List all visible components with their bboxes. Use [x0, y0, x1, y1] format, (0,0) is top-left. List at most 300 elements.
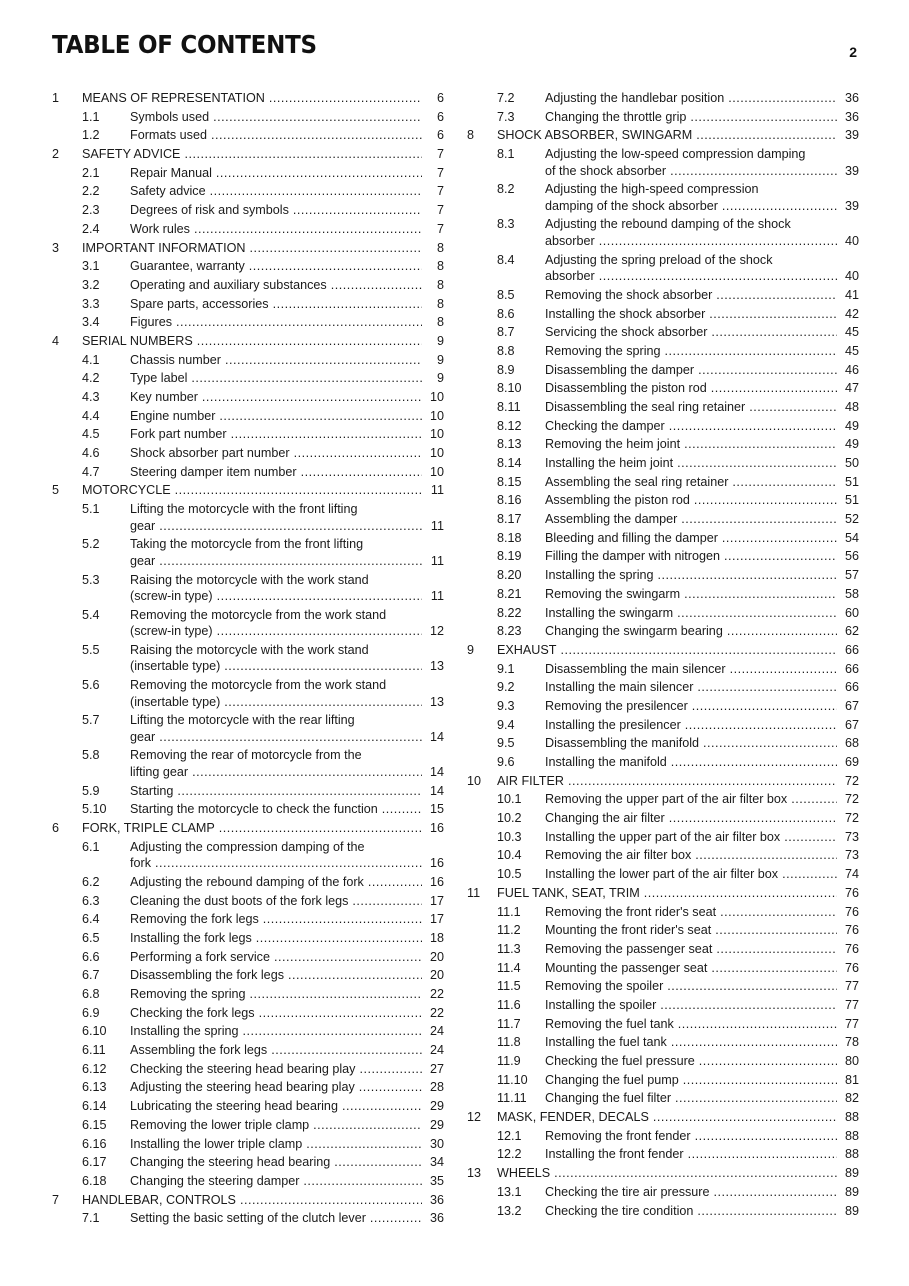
toc-entry-title: IMPORTANT INFORMATION .....	[82, 241, 422, 255]
toc-entry-number: 8.17	[497, 512, 522, 527]
toc-entry-number: 8.3	[497, 217, 515, 232]
toc-right-column	[467, 89, 859, 1220]
toc-entry-page: 89	[844, 1166, 859, 1181]
toc-entry-title-line: Removing the motorcycle from the work stand	[130, 678, 387, 693]
toc-chapter-entry[interactable]	[52, 145, 444, 164]
toc-section-entry[interactable]	[52, 1209, 444, 1228]
toc-entry-number: 11.7	[497, 1016, 521, 1031]
toc-entry-page: 13	[429, 659, 444, 674]
toc-entry-title: Installing the spoiler .....	[545, 998, 837, 1012]
toc-entry-title: Removing the upper part of the air filter box .....	[545, 792, 837, 806]
toc-entry-title: Starting .....	[130, 784, 422, 798]
toc-entry-title: Installing the lower triple clamp .....	[130, 1137, 422, 1151]
toc-entry-title: Disassembling the main silencer .....	[545, 662, 837, 676]
toc-entry-page: 10	[429, 408, 444, 423]
toc-section-entry[interactable]	[467, 361, 859, 380]
toc-entry-number: 8.9	[497, 362, 515, 377]
toc-section-entry[interactable]	[467, 604, 859, 623]
toc-section-entry[interactable]	[467, 1183, 859, 1202]
toc-section-entry[interactable]	[52, 1022, 444, 1041]
toc-section-entry[interactable]	[52, 463, 444, 482]
toc-entry-page: 39	[844, 163, 859, 178]
toc-chapter-entry[interactable]	[52, 89, 444, 108]
toc-section-entry[interactable]	[467, 940, 859, 959]
toc-section-entry[interactable]	[467, 1089, 859, 1108]
toc-chapter-entry[interactable]	[467, 641, 859, 660]
toc-entry-number: 8.2	[497, 182, 515, 197]
toc-section-entry[interactable]	[52, 1116, 444, 1135]
toc-section-entry[interactable]	[52, 425, 444, 444]
toc-section-entry[interactable]	[467, 903, 859, 922]
toc-section-entry[interactable]	[467, 753, 859, 772]
toc-entry-page: 77	[844, 1016, 859, 1031]
toc-entry-number: 13.2	[497, 1203, 522, 1218]
toc-chapter-entry[interactable]	[467, 126, 859, 145]
toc-section-entry[interactable]	[52, 892, 444, 911]
toc-entry-title: Filling the damper with nitrogen .....	[545, 549, 837, 563]
toc-entry-number: 5.5	[82, 642, 100, 657]
toc-entry-page: 13	[429, 694, 444, 709]
toc-entry-title: Checking the fork legs .....	[130, 1006, 422, 1020]
toc-entry-title: Assembling the seal ring retainer .....	[545, 475, 837, 489]
toc-entry-number: 9.3	[497, 698, 515, 713]
toc-entry-title: (screw-in type) .....	[130, 624, 422, 638]
toc-entry-page: 9	[436, 333, 444, 348]
toc-chapter-entry[interactable]	[467, 1108, 859, 1127]
toc-section-entry[interactable]	[52, 500, 444, 535]
toc-entry-page: 28	[429, 1080, 444, 1095]
toc-entry-page: 7	[436, 221, 444, 236]
toc-entry-page: 8	[436, 240, 444, 255]
toc-section-entry[interactable]	[467, 89, 859, 108]
toc-section-entry[interactable]	[52, 929, 444, 948]
toc-entry-page: 88	[844, 1128, 859, 1143]
toc-section-entry[interactable]	[467, 454, 859, 473]
toc-section-entry[interactable]	[52, 369, 444, 388]
toc-section-entry[interactable]	[467, 251, 859, 286]
toc-entry-page: 76	[844, 904, 859, 919]
toc-entry-page: 20	[429, 968, 444, 983]
toc-chapter-entry[interactable]	[52, 332, 444, 351]
toc-entry-page: 66	[844, 661, 859, 676]
toc-section-entry[interactable]	[467, 828, 859, 847]
toc-entry-title: Key number .....	[130, 390, 422, 404]
toc-chapter-entry[interactable]	[467, 884, 859, 903]
toc-entry-page: 60	[844, 605, 859, 620]
toc-entry-number: 7.1	[82, 1211, 100, 1226]
toc-entry-page: 22	[429, 1005, 444, 1020]
toc-entry-title: Performing a fork service .....	[130, 950, 422, 964]
toc-entry-number: 8.15	[497, 474, 522, 489]
toc-section-entry[interactable]	[467, 716, 859, 735]
toc-entry-number: 5.9	[82, 783, 100, 798]
toc-section-entry[interactable]	[52, 182, 444, 201]
toc-entry-page: 49	[844, 437, 859, 452]
toc-entry-number: 7	[52, 1192, 60, 1207]
toc-section-entry[interactable]	[467, 1033, 859, 1052]
toc-entry-number: 12.2	[497, 1147, 522, 1162]
toc-section-entry[interactable]	[52, 1041, 444, 1060]
toc-section-entry[interactable]	[467, 996, 859, 1015]
toc-section-entry[interactable]	[52, 1135, 444, 1154]
toc-entry-title: Disassembling the seal ring retainer .....	[545, 400, 837, 414]
toc-section-entry[interactable]	[467, 1052, 859, 1071]
toc-entry-number: 6.7	[82, 968, 100, 983]
toc-entry-number: 6.6	[82, 949, 100, 964]
toc-entry-number: 9.6	[497, 755, 515, 769]
toc-entry-page: 69	[844, 755, 859, 769]
page-number: 2	[849, 44, 857, 60]
toc-section-entry[interactable]	[467, 660, 859, 679]
toc-entry-title: Repair Manual .....	[130, 166, 422, 180]
toc-section-entry[interactable]	[52, 108, 444, 127]
toc-section-entry[interactable]	[52, 444, 444, 463]
toc-entry-page: 73	[844, 829, 859, 844]
toc-section-entry[interactable]	[467, 491, 859, 510]
toc-entry-number: 11.8	[497, 1035, 521, 1050]
toc-section-entry[interactable]	[52, 535, 444, 570]
toc-entry-title: SHOCK ABSORBER, SWINGARM .....	[497, 128, 837, 142]
toc-section-entry[interactable]	[467, 417, 859, 436]
toc-entry-number: 8.6	[497, 306, 515, 321]
toc-section-entry[interactable]	[52, 1060, 444, 1079]
toc-entry-number: 6.16	[82, 1136, 107, 1151]
toc-entry-title: Steering damper item number .....	[130, 465, 422, 479]
toc-section-entry[interactable]	[52, 676, 444, 711]
toc-entry-page: 50	[844, 456, 859, 470]
toc-entry-title-line: Adjusting the high-speed compression	[545, 182, 759, 197]
toc-section-entry[interactable]	[467, 108, 859, 127]
toc-entry-title: SERIAL NUMBERS .....	[82, 334, 422, 348]
toc-section-entry[interactable]	[467, 1071, 859, 1090]
toc-entry-page: 18	[429, 930, 444, 945]
toc-entry-title: Installing the lower part of the air filter box .....	[545, 867, 837, 881]
toc-entry-title: MASK, FENDER, DECALS .....	[497, 1110, 837, 1124]
toc-section-entry[interactable]	[52, 948, 444, 967]
toc-entry-title: Removing the swingarm .....	[545, 587, 837, 601]
toc-entry-number: 4.1	[82, 352, 100, 367]
toc-entry-number: 10.2	[497, 811, 522, 826]
toc-entry-page: 14	[429, 783, 444, 798]
toc-entry-number: 2	[52, 147, 60, 162]
toc-section-entry[interactable]	[467, 398, 859, 417]
toc-section-entry[interactable]	[52, 276, 444, 295]
toc-entry-page: 77	[844, 997, 859, 1012]
toc-entry-number: 5.8	[82, 748, 100, 763]
toc-entry-page: 77	[844, 979, 859, 994]
toc-entry-page: 11	[430, 589, 444, 603]
toc-entry-number: 2.2	[82, 184, 100, 199]
toc-section-entry[interactable]	[467, 1015, 859, 1034]
toc-entry-title: Checking the fuel pressure .....	[545, 1054, 837, 1068]
toc-entry-number: 8.5	[497, 287, 515, 302]
toc-section-entry[interactable]	[467, 473, 859, 492]
toc-section-entry[interactable]	[52, 782, 444, 801]
toc-entry-number: 4.5	[82, 427, 100, 442]
toc-section-entry[interactable]	[467, 734, 859, 753]
toc-entry-title: Removing the fork legs .....	[130, 912, 422, 926]
toc-entry-title-line: Lifting the motorcycle with the rear lifting	[130, 713, 355, 728]
toc-section-entry[interactable]	[52, 164, 444, 183]
toc-section-entry[interactable]	[467, 697, 859, 716]
toc-entry-title: Starting the motorcycle to check the function .....	[130, 802, 422, 816]
toc-entry-title: fork .....	[130, 856, 422, 870]
toc-entry-page: 76	[844, 941, 859, 956]
toc-entry-title: Changing the steering damper .....	[130, 1174, 422, 1188]
toc-section-entry[interactable]	[52, 220, 444, 239]
toc-entry-page: 48	[844, 399, 859, 414]
toc-entry-title: Installing the main silencer .....	[545, 680, 837, 694]
toc-entry-number: 11.10	[497, 1072, 528, 1087]
toc-entry-number: 3.4	[82, 315, 100, 330]
toc-entry-title: MEANS OF REPRESENTATION .....	[82, 91, 422, 105]
toc-entry-title: Installing the manifold .....	[545, 755, 837, 769]
toc-entry-number: 12.1	[497, 1128, 522, 1143]
toc-section-entry[interactable]	[52, 641, 444, 676]
toc-section-entry[interactable]	[467, 342, 859, 361]
toc-section-entry[interactable]	[467, 529, 859, 548]
toc-entry-page: 67	[844, 717, 859, 732]
toc-section-entry[interactable]	[52, 910, 444, 929]
toc-entry-title: Lubricating the steering head bearing .....	[130, 1099, 422, 1113]
toc-section-entry[interactable]	[467, 305, 859, 324]
toc-entry-page: 8	[436, 296, 444, 311]
toc-entry-title: Formats used .....	[130, 128, 422, 142]
toc-entry-page: 24	[429, 1024, 444, 1039]
toc-section-entry[interactable]	[52, 746, 444, 781]
toc-entry-title: Guarantee, warranty .....	[130, 259, 422, 273]
toc-entry-title: Assembling the damper .....	[545, 512, 837, 526]
toc-section-entry[interactable]	[467, 959, 859, 978]
toc-entry-page: 42	[844, 306, 859, 321]
toc-entry-title: Installing the shock absorber .....	[545, 307, 837, 321]
toc-section-entry[interactable]	[52, 1153, 444, 1172]
toc-entry-page: 10	[429, 427, 444, 442]
toc-section-entry[interactable]	[52, 388, 444, 407]
toc-chapter-entry[interactable]	[52, 239, 444, 258]
toc-section-entry[interactable]	[467, 286, 859, 305]
toc-section-entry[interactable]	[467, 678, 859, 697]
toc-entry-number: 10	[467, 773, 482, 788]
toc-entry-title: Figures .....	[130, 315, 422, 329]
toc-entry-page: 52	[844, 512, 859, 527]
toc-entry-title: Installing the fork legs .....	[130, 931, 422, 945]
toc-entry-title: Mounting the front rider's seat .....	[545, 923, 837, 937]
toc-entry-title: of the shock absorber .....	[545, 164, 837, 178]
toc-section-entry[interactable]	[52, 873, 444, 892]
toc-entry-number: 8.19	[497, 549, 522, 564]
toc-entry-number: 8.1	[497, 147, 515, 162]
toc-entry-number: 8.12	[497, 418, 522, 433]
toc-entry-page: 88	[844, 1147, 859, 1162]
toc-entry-number: 6.18	[82, 1173, 107, 1188]
toc-entry-title: Operating and auxiliary substances .....	[130, 278, 422, 292]
toc-section-entry[interactable]	[467, 865, 859, 884]
toc-entry-page: 57	[844, 568, 859, 583]
toc-entry-title: Removing the spoiler .....	[545, 979, 837, 993]
toc-section-entry[interactable]	[467, 323, 859, 342]
toc-section-entry[interactable]	[467, 547, 859, 566]
toc-entry-title: Assembling the piston rod .....	[545, 493, 837, 507]
toc-entry-page: 15	[429, 802, 444, 817]
toc-section-entry[interactable]	[52, 257, 444, 276]
toc-entry-number: 4.6	[82, 446, 100, 461]
toc-entry-title-line: Adjusting the spring preload of the shock	[545, 252, 773, 267]
toc-chapter-entry[interactable]	[52, 819, 444, 838]
toc-entry-number: 11.6	[497, 997, 521, 1012]
toc-entry-page: 20	[429, 949, 444, 964]
toc-entry-title: Installing the presilencer .....	[545, 718, 837, 732]
toc-entry-title: Installing the upper part of the air filter box .....	[545, 830, 837, 844]
toc-section-entry[interactable]	[52, 711, 444, 746]
toc-entry-number: 4.7	[82, 464, 100, 479]
toc-section-entry[interactable]	[467, 921, 859, 940]
toc-entry-page: 39	[844, 198, 859, 213]
toc-entry-title: HANDLEBAR, CONTROLS .....	[82, 1193, 422, 1207]
toc-entry-number: 8.10	[497, 381, 522, 396]
toc-section-entry[interactable]	[52, 1004, 444, 1023]
toc-entry-title: Cleaning the dust boots of the fork legs .....	[130, 894, 422, 908]
toc-entry-number: 11.1	[497, 904, 521, 919]
toc-entry-number: 9.1	[497, 661, 515, 676]
toc-section-entry[interactable]	[467, 809, 859, 828]
toc-entry-title: Degrees of risk and symbols .....	[130, 203, 422, 217]
toc-entry-title: Removing the passenger seat .....	[545, 942, 837, 956]
toc-entry-number: 13	[467, 1166, 482, 1181]
toc-entry-page: 7	[436, 184, 444, 199]
toc-entry-page: 45	[844, 325, 859, 340]
toc-entry-title: absorber .....	[545, 269, 837, 283]
toc-chapter-entry[interactable]	[467, 1164, 859, 1183]
toc-entry-number: 11	[467, 885, 481, 900]
toc-entry-title-line: Adjusting the compression damping of the	[130, 839, 365, 854]
toc-entry-number: 8.20	[497, 568, 522, 583]
toc-entry-number: 11.9	[497, 1054, 521, 1068]
toc-section-entry[interactable]	[467, 379, 859, 398]
toc-section-entry[interactable]	[52, 407, 444, 426]
toc-entry-title: Fork part number .....	[130, 427, 422, 441]
toc-chapter-entry[interactable]	[467, 772, 859, 791]
toc-section-entry[interactable]	[467, 510, 859, 529]
toc-section-entry[interactable]	[52, 1172, 444, 1191]
toc-entry-title: Safety advice .....	[130, 184, 422, 198]
toc-entry-number: 9.4	[497, 717, 515, 732]
toc-entry-page: 7	[436, 203, 444, 218]
toc-section-entry[interactable]	[52, 201, 444, 220]
toc-entry-page: 16	[429, 874, 444, 889]
toc-section-entry[interactable]	[467, 790, 859, 809]
toc-entry-page: 56	[844, 549, 859, 564]
toc-entry-title: Removing the spring .....	[545, 344, 837, 358]
toc-entry-title: Checking the steering head bearing play .....	[130, 1062, 422, 1076]
toc-section-entry[interactable]	[467, 622, 859, 641]
toc-section-entry[interactable]	[52, 838, 444, 873]
toc-entry-page: 40	[844, 269, 859, 284]
toc-entry-page: 12	[429, 624, 444, 639]
toc-entry-number: 5.2	[82, 537, 100, 552]
toc-entry-number: 5.10	[82, 802, 107, 817]
toc-chapter-entry[interactable]	[52, 481, 444, 500]
toc-entry-title: absorber .....	[545, 234, 837, 248]
toc-section-entry[interactable]	[467, 145, 859, 180]
toc-entry-page: 30	[429, 1136, 444, 1151]
toc-entry-number: 3.3	[82, 296, 100, 311]
toc-entry-number: 2.3	[82, 203, 100, 218]
toc-section-entry[interactable]	[52, 351, 444, 370]
toc-entry-page: 49	[844, 418, 859, 433]
toc-section-entry[interactable]	[467, 566, 859, 585]
toc-entry-title-line: Raising the motorcycle with the work stand	[130, 642, 369, 657]
toc-entry-page: 74	[844, 867, 859, 882]
toc-section-entry[interactable]	[52, 1097, 444, 1116]
toc-section-entry[interactable]	[52, 966, 444, 985]
toc-section-entry[interactable]	[467, 180, 859, 215]
toc-section-entry[interactable]	[52, 985, 444, 1004]
toc-entry-page: 36	[429, 1211, 444, 1226]
toc-section-entry[interactable]	[52, 800, 444, 819]
toc-entry-title: Removing the heim joint .....	[545, 437, 837, 451]
toc-entry-number: 6.2	[82, 874, 100, 889]
toc-entry-title: Installing the swingarm .....	[545, 606, 837, 620]
toc-entry-number: 6.5	[82, 930, 100, 945]
toc-section-entry[interactable]	[52, 313, 444, 332]
toc-entry-page: 66	[844, 642, 859, 657]
toc-entry-page: 9	[436, 352, 444, 367]
toc-entry-title: Installing the front fender .....	[545, 1147, 837, 1161]
toc-section-entry[interactable]	[52, 1078, 444, 1097]
toc-entry-title: gear .....	[130, 554, 422, 568]
toc-entry-title: Shock absorber part number .....	[130, 446, 422, 460]
toc-entry-number: 2.1	[82, 165, 100, 180]
toc-entry-title: Bleeding and filling the damper .....	[545, 531, 837, 545]
toc-entry-number: 4.2	[82, 371, 100, 386]
toc-section-entry[interactable]	[467, 435, 859, 454]
toc-entry-page: 88	[844, 1110, 859, 1125]
toc-entry-title-line: Raising the motorcycle with the work stand	[130, 572, 369, 587]
toc-entry-page: 7	[436, 165, 444, 180]
toc-entry-title: Servicing the shock absorber .....	[545, 325, 837, 339]
toc-section-entry[interactable]	[52, 571, 444, 606]
toc-section-entry[interactable]	[467, 1145, 859, 1164]
toc-entry-number: 10.4	[497, 848, 522, 863]
toc-entry-page: 67	[844, 698, 859, 713]
toc-section-entry[interactable]	[467, 1202, 859, 1221]
toc-section-entry[interactable]	[467, 846, 859, 865]
toc-entry-title: (insertable type) .....	[130, 659, 422, 673]
toc-entry-page: 8	[436, 277, 444, 292]
toc-entry-title: damping of the shock absorber .....	[545, 199, 837, 213]
toc-section-entry[interactable]	[52, 606, 444, 641]
toc-entry-page: 11	[430, 553, 444, 568]
toc-entry-number: 6	[52, 821, 60, 835]
toc-entry-page: 73	[844, 848, 859, 863]
toc-section-entry[interactable]	[52, 126, 444, 145]
page-title: TABLE OF CONTENTS	[52, 30, 317, 59]
toc-entry-title: (insertable type) .....	[130, 695, 422, 709]
toc-entry-number: 8.18	[497, 530, 522, 545]
toc-chapter-entry[interactable]	[52, 1191, 444, 1210]
toc-entry-number: 10.1	[497, 792, 522, 807]
toc-entry-number: 10.3	[497, 829, 522, 844]
toc-section-entry[interactable]	[467, 585, 859, 604]
toc-entry-number: 6.8	[82, 987, 100, 1001]
toc-section-entry[interactable]	[467, 977, 859, 996]
toc-section-entry[interactable]	[467, 215, 859, 250]
toc-section-entry[interactable]	[52, 295, 444, 314]
toc-entry-page: 72	[844, 773, 859, 788]
toc-section-entry[interactable]	[467, 1127, 859, 1146]
toc-entry-number: 5.3	[82, 572, 100, 587]
